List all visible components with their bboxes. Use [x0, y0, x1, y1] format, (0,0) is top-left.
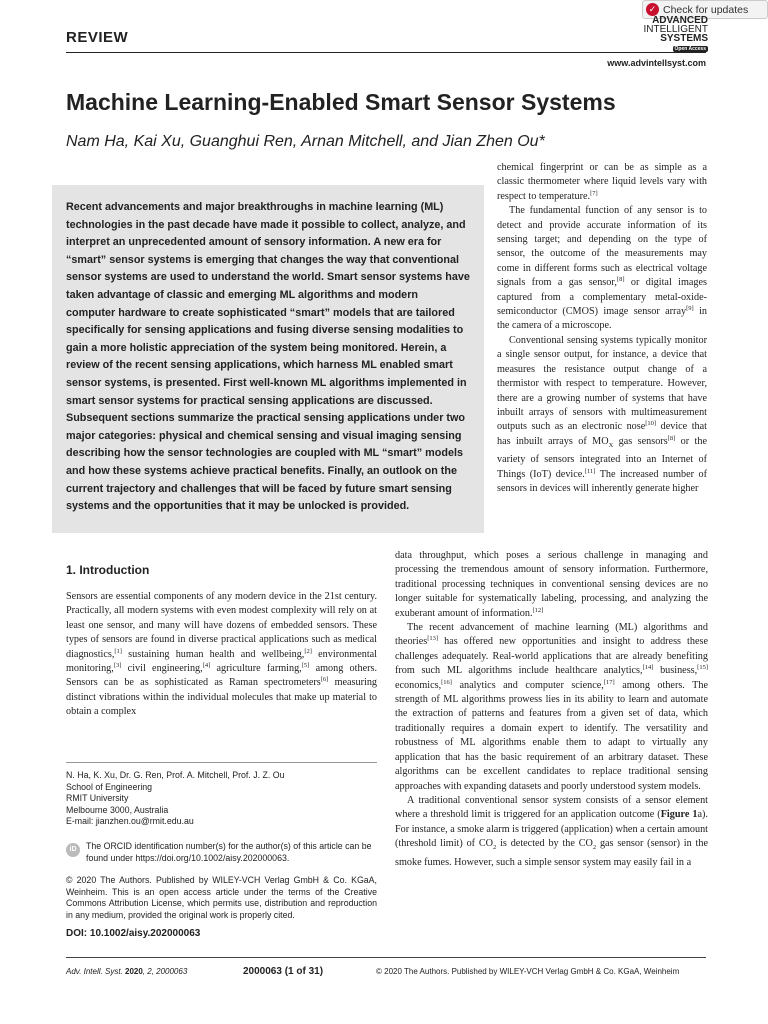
- reference-link[interactable]: [16]: [441, 678, 452, 686]
- reference-link[interactable]: [6]: [320, 676, 329, 684]
- journal-url-link[interactable]: www.advintellsyst.com: [607, 58, 706, 68]
- paragraph: Conventional sensing systems typically monitor a single sensor output, for instance, a device that measures the resistance output change of a thermistor with respect to temperature. However, there are a growing number of systems that have inbuilt arrays of sensors with multimeasurement outputs such as an electronic nose[10] device that has inbuilt arrays of $MO_X$ gas sensors[8] or the variety of sensors integrated into an Internet of Things (IoT) device.[11] The increased number of sensors in devices will inherently generate higher: [497, 334, 708, 494]
- paragraph: Sensors are essential components of any modern device in the 21st century. Practically, all modern systems with even modest complexity will rely on at least one sensor, and many will have dozens of embedded sensors. These types of sensors are found in diverse practical applications such as medical diagnostics,[1] sustaining human health and wellbeing,[2] environmental monitoring,[3] civil engineering,[4] agriculture farming,[5] among others. Sensors can be as sophisticated as Raman spectrometers[6] measuring distinct vibrations within the individual molecules that make up material to obtain a complex: [66, 591, 378, 718]
- orcid-note: [66, 841, 377, 864]
- check-updates-label: Check for updates: [663, 3, 749, 16]
- reference-link[interactable]: [8]: [616, 276, 625, 284]
- footnote-divider: [66, 762, 377, 763]
- affiliation-city: Melbourne 3000, Australia: [66, 804, 169, 815]
- logo-line-1: ADVANCED: [652, 15, 708, 26]
- contact-email[interactable]: E-mail: jianzhen.ou@rmit.edu.au: [66, 816, 194, 827]
- paragraph: The fundamental function of any sensor is to detect and provide accurate information of its sensing target; and depending on the type of sensor, the outcome of the measurements may come in different forms such as electrical voltage signals from a gas sensor,[8] or digital images captured from a complementary metal-oxide-semiconductor (CMOS) image sensor array[9] in the camera of a microscope.: [497, 205, 708, 332]
- paragraph: chemical fingerprint or can be as simple as a classic thermometer where liquid levels vary with respect to temperature.[7]: [497, 162, 707, 202]
- author-list: Nam Ha, Kai Xu, Guanghui Ren, Arnan Mitchell, and Jian Zhen Ou*: [66, 133, 545, 150]
- paper-title: Machine Learning-Enabled Smart Sensor Systems: [66, 89, 616, 115]
- logo-line-3: SYSTEMS: [660, 33, 708, 44]
- right-column-top: [497, 161, 707, 496]
- license-text: © 2020 The Authors. Published by WILEY-VCH Verlag GmbH & Co. KGaA, Weinheim. This is an open access article under the terms of the Creative Commons Attribution License, which permits use, distribution and reproduction in any medium, provided the original work is properly cited.: [66, 875, 377, 920]
- footer-copyright: © 2020 The Authors. Published by WILEY-VCH Verlag GmbH & Co. KGaA, Weinheim: [376, 967, 680, 976]
- section-heading-introduction: 1. Introduction: [66, 563, 150, 577]
- reference-link[interactable]: [9]: [686, 305, 694, 313]
- reference-link[interactable]: [1]: [114, 647, 122, 655]
- reference-link[interactable]: [3]: [113, 662, 122, 670]
- reference-link[interactable]: [10]: [645, 420, 657, 428]
- abstract-text: Recent advancements and major breakthroughs in machine learning (ML) technologies in the past decade have made it possible to collect, analyze, and interpret an unprecedented amount of sensory information. A new era for “smart” sensor systems is emerging that changes the way that conventional sensor systems are used to understand the world. Smart sensor systems have taken advantage of classic and emerging ML algorithms and modern computer hardware to create sophisticated “smart” models that are tailored specifically for sensing applications and fusing diverse sensing modalities to gain a more holistic appreciation of the system being monitored. Herein, a review of the recent sensing applications, which harness ML enabled smart sensor systems, is presented. First well-known ML algorithms implemented in smart sensor systems for practical sensing applications are discussed. Subsequent sections summarize the practical sensing applications under two major categories: physical and chemical sensing and visual imaging sensing describing how the sensor technologies are coupled with ML “smart” models and how these systems achieve practical benefits. Finally, an outlook on the current trajectory and challenges that will be faced by future smart sensing systems and the opportunities that it may be unlocked is provided.: [66, 201, 470, 513]
- reference-link[interactable]: [13]: [427, 635, 439, 643]
- affiliations: [66, 770, 285, 828]
- page-number: 2000063 (1 of 31): [243, 966, 324, 977]
- reference-link[interactable]: [11]: [584, 467, 596, 475]
- open-access-badge: Open Access: [674, 46, 706, 52]
- reference-link[interactable]: [14]: [642, 664, 654, 672]
- section-label: REVIEW: [66, 29, 129, 46]
- reference-link[interactable]: [12]: [532, 606, 544, 614]
- affiliation-university: RMIT University: [66, 793, 129, 804]
- orcid-icon[interactable]: iD: [66, 843, 80, 857]
- reference-link[interactable]: [8]: [667, 434, 676, 442]
- paragraph: The recent advancement of machine learning (ML) algorithms and theories[13] has offered new opportunities and insight to address these challenges adequately. Real-world applications that are already benefiting from such ML algorithms include healthcare analytics,[14] business,[15] economics,[16] analytics and computer science,[17] among others. The strength of ML algorithms prowess lies in its ability to learn and automate the extraction of patterns and features from a given set of data, which traditionally requires a domain expert to identify. The versatility and robustness of ML algorithms enable them to adapt to virtually any application that has the basic requirement of an arbitrary dataset. These algorithms can be excellent candidates to replace traditional sensing approaches with expanding datasets and poorly understood system models.: [395, 622, 709, 792]
- right-column-bottom: [395, 549, 708, 870]
- affiliation-names: N. Ha, K. Xu, Dr. G. Ren, Prof. A. Mitchell, Prof. J. Z. Ou: [66, 770, 285, 780]
- orcid-text: The ORCID identification number(s) for the author(s) of this article can be found under https://doi.org/10.1002/aisy.202000063.: [86, 841, 372, 863]
- reference-link[interactable]: [15]: [697, 664, 709, 672]
- affiliation-school: School of Engineering: [66, 781, 153, 792]
- reference-link[interactable]: [7]: [590, 189, 598, 197]
- figure-link[interactable]: Figure 1: [660, 809, 698, 821]
- footer-divider: [66, 957, 706, 958]
- journal-logo: [638, 16, 708, 52]
- introduction-body: [66, 590, 377, 720]
- reference-link[interactable]: [5]: [301, 662, 310, 670]
- paragraph: data throughput, which poses a serious challenge in managing and processing the tremendous amount of sensory information. Furthermore, traditional processing techniques in conventional sensing devices are no longer suitable for systematically labeling, processing, and analyzing the exuberant amount of information.[12]: [395, 550, 708, 619]
- crossmark-icon: ✓: [646, 3, 659, 16]
- abstract-box: [52, 185, 484, 533]
- reference-link[interactable]: [4]: [202, 662, 211, 670]
- logo-line-2: INTELLIGENT: [643, 24, 708, 35]
- reference-link[interactable]: [2]: [304, 647, 312, 655]
- paragraph: A traditional conventional sensor system consists of a sensor element where a threshold limit is triggered for an application outcome (Figure 1a). For instance, a smoke alarm is triggered (application) when a certain amount (threshold limit) of $CO_2$ is detected by the $CO_2$ gas sensor (sensor) in the smoke fumes. However, such a simple sensor system may easily fail in a: [395, 794, 708, 868]
- header-divider: [66, 52, 706, 53]
- footer-citation: Adv. Intell. Syst. 2020, 2, 2000063: [66, 967, 188, 976]
- doi-link[interactable]: DOI: 10.1002/aisy.202000063: [66, 928, 201, 939]
- reference-link[interactable]: [17]: [603, 678, 615, 686]
